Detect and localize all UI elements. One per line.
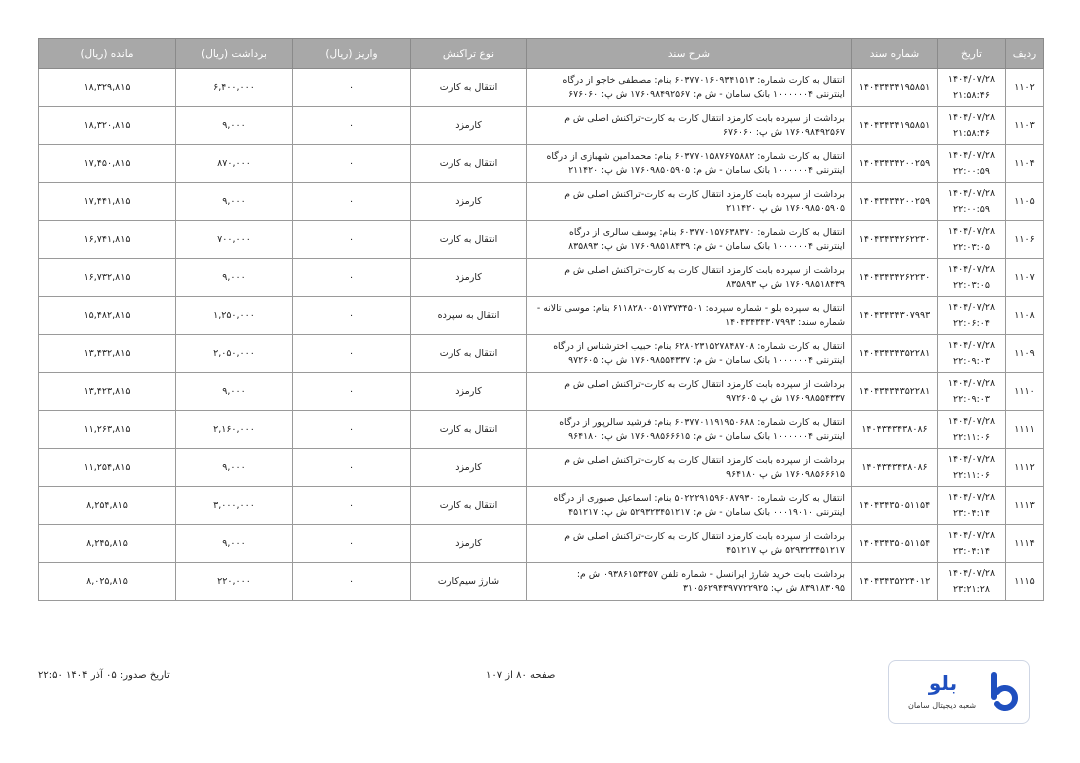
row-deposit: ۰ [293, 145, 411, 183]
row-date-time: ۲۱:۵۸:۴۶ [952, 127, 991, 139]
row-description-line1: برداشت از سپرده بابت کارمزد انتقال کارت به کارت-تراکنش اصلی ش م [564, 530, 845, 542]
table-row [39, 373, 1044, 411]
row-deposit: ۰ [293, 297, 411, 335]
table-row [39, 145, 1044, 183]
row-transaction-type: کارمزد [411, 525, 527, 563]
row-withdrawal: ۹,۰۰۰ [176, 183, 293, 221]
row-number: ۱۱۰۷ [1006, 259, 1044, 297]
row-description-line2: اینترنتی ۰۰۰۱۹۰۱۰ بانک سامان - ش م: ۵۲۹۳۲۳۴۵۱۲۱۷ ش پ: ۴۵۱۲۱۷ [568, 506, 845, 518]
header-withdrawal: برداشت (ریال) [176, 39, 293, 69]
row-date-time: ۲۲:۰۰:۵۹ [952, 203, 991, 215]
row-transaction-type: انتقال به کارت [411, 487, 527, 525]
row-date-day: ۱۴۰۴/۰۷/۲۸ [947, 263, 996, 275]
row-description-line1: برداشت از سپرده بابت کارمزد انتقال کارت به کارت-تراکنش اصلی ش م [564, 264, 845, 276]
row-date-day: ۱۴۰۴/۰۷/۲۸ [947, 567, 996, 579]
header-deposit: واریز (ریال) [293, 39, 411, 69]
row-transaction-type: انتقال به سپرده [411, 297, 527, 335]
row-date-time: ۲۲:۱۱:۰۶ [952, 469, 991, 481]
row-balance: ۱۵,۴۸۲,۸۱۵ [39, 297, 176, 335]
row-number: ۱۱۰۲ [1006, 69, 1044, 107]
row-deposit: ۰ [293, 107, 411, 145]
row-description-line1: انتقال به کارت شماره: ۵۰۲۲۲۹۱۵۹۶۰۸۷۹۳۰ بنام: اسماعیل صبوری از درگاه [553, 492, 845, 504]
row-date [938, 297, 1006, 335]
row-date-time: ۲۲:۰۳:۰۵ [952, 279, 991, 291]
row-date [938, 487, 1006, 525]
row-date [938, 373, 1006, 411]
row-withdrawal: ۹,۰۰۰ [176, 525, 293, 563]
table-row [39, 297, 1044, 335]
row-date-day: ۱۴۰۴/۰۷/۲۸ [947, 453, 996, 465]
table-row [39, 335, 1044, 373]
row-description-line2: اینترنتی ۱۰۰۰۰۰۰۴ بانک سامان - ش م: ۱۷۶۰۹۸۵۰۵۹۰۵ ش پ: ۲۱۱۴۲۰ [568, 164, 845, 176]
row-deposit: ۰ [293, 449, 411, 487]
table-row [39, 259, 1044, 297]
row-description [527, 145, 852, 183]
row-description-line2: اینترنتی ۱۰۰۰۰۰۰۴ بانک سامان - ش م: ۱۷۶۰۹۸۵۶۶۶۱۵ ش پ: ۹۶۴۱۸۰ [568, 430, 845, 442]
row-description [527, 411, 852, 449]
row-description [527, 107, 852, 145]
row-transaction-type: انتقال به کارت [411, 411, 527, 449]
row-description-line1: انتقال به کارت شماره: ۶۰۳۷۷۰۱۱۹۱۹۵۰۶۸۸ بنام: فرشید سالرپور از درگاه [559, 416, 845, 428]
blu-logo-icon [987, 670, 1021, 714]
row-doc-number: ۱۴۰۴۳۴۳۴۲۰۰۲۵۹ [852, 145, 938, 183]
row-description [527, 449, 852, 487]
row-number: ۱۱۱۵ [1006, 563, 1044, 601]
row-doc-number: ۱۴۰۴۳۴۳۴۳۰۷۹۹۳ [852, 297, 938, 335]
row-date-time: ۲۳:۲۱:۲۸ [952, 583, 991, 595]
table-row [39, 69, 1044, 107]
row-doc-number: ۱۴۰۴۳۴۳۴۲۶۲۲۳۰ [852, 259, 938, 297]
row-description-line1: انتقال به کارت شماره: ۶۲۸۰۲۳۱۵۲۷۸۴۸۷۰۸ بنام: حبیب اخترشناس از درگاه [553, 340, 845, 352]
row-balance: ۱۱,۲۶۳,۸۱۵ [39, 411, 176, 449]
row-description [527, 335, 852, 373]
row-date-day: ۱۴۰۴/۰۷/۲۸ [947, 377, 996, 389]
row-balance: ۱۷,۴۵۰,۸۱۵ [39, 145, 176, 183]
row-withdrawal: ۲,۰۵۰,۰۰۰ [176, 335, 293, 373]
row-number: ۱۱۱۳ [1006, 487, 1044, 525]
row-date [938, 563, 1006, 601]
header-date: تاریخ [938, 39, 1006, 69]
row-date [938, 107, 1006, 145]
row-description-line2: ۵۲۹۳۲۳۴۵۱۲۱۷ ش پ ۴۵۱۲۱۷ [726, 544, 845, 556]
row-date-time: ۲۳:۰۴:۱۴ [952, 545, 991, 557]
row-description-line2: اینترنتی ۱۰۰۰۰۰۰۴ بانک سامان - ش م: ۱۷۶۰۹۸۵۱۸۴۳۹ ش پ: ۸۳۵۸۹۳ [568, 240, 845, 252]
row-number: ۱۱۰۹ [1006, 335, 1044, 373]
row-description [527, 69, 852, 107]
logo-name: بلو [928, 671, 958, 695]
row-description-line2: ۱۷۶۰۹۸۴۹۲۵۶۷ ش پ: ۶۷۶۰۶۰ [723, 126, 845, 138]
row-number: ۱۱۰۵ [1006, 183, 1044, 221]
row-withdrawal: ۲,۱۶۰,۰۰۰ [176, 411, 293, 449]
page-number: صفحه ۸۰ از ۱۰۷ [486, 670, 556, 681]
row-deposit: ۰ [293, 335, 411, 373]
row-date [938, 221, 1006, 259]
row-withdrawal: ۸۷۰,۰۰۰ [176, 145, 293, 183]
row-date-time: ۲۲:۱۱:۰۶ [952, 431, 991, 443]
row-description-line2: ۱۷۶۰۹۸۵۶۶۶۱۵ ش پ ۹۶۴۱۸۰ [726, 468, 845, 480]
row-transaction-type: کارمزد [411, 107, 527, 145]
row-description-line2: ۸۳۹۱۸۳۰۹۵ ش پ: ۳۱۰۵۶۲۹۴۳۹۷۷۲۲۹۲۵ [683, 582, 845, 594]
header-row-number: ردیف [1006, 39, 1044, 69]
row-description-line1: انتقال به کارت شماره: ۶۰۳۷۷۰۱۵۷۶۳۸۳۷۰ بنام: یوسف سالری از درگاه [569, 226, 845, 238]
row-description-line2: ۱۷۶۰۹۸۵۰۵۹۰۵ ش پ ۲۱۱۴۲۰ [726, 202, 845, 214]
row-description-line1: برداشت از سپرده بابت کارمزد انتقال کارت به کارت-تراکنش اصلی ش م [564, 378, 845, 390]
row-doc-number: ۱۴۰۴۳۴۳۴۳۵۲۲۸۱ [852, 335, 938, 373]
row-description-line2: اینترنتی ۱۰۰۰۰۰۰۴ بانک سامان - ش م: ۱۷۶۰۹۸۵۵۴۳۳۷ ش پ: ۹۷۲۶۰۵ [568, 354, 845, 366]
row-description-line1: برداشت بابت خرید شارژ ایرانسل - شماره تلفن ۰۹۳۸۶۱۵۳۴۵۷ ش م: [576, 568, 845, 580]
row-deposit: ۰ [293, 411, 411, 449]
row-date-time: ۲۲:۰۹:۰۳ [952, 355, 991, 367]
row-doc-number: ۱۴۰۴۳۴۳۴۲۶۲۲۳۰ [852, 221, 938, 259]
row-number: ۱۱۱۱ [1006, 411, 1044, 449]
table-row [39, 487, 1044, 525]
row-withdrawal: ۹,۰۰۰ [176, 449, 293, 487]
header-balance: مانده (ریال) [39, 39, 176, 69]
row-balance: ۸,۲۵۴,۸۱۵ [39, 487, 176, 525]
row-description-line2: ۱۷۶۰۹۸۵۵۴۳۳۷ ش پ ۹۷۲۶۰۵ [726, 392, 845, 404]
row-doc-number: ۱۴۰۴۳۴۳۵۰۵۱۱۵۴ [852, 487, 938, 525]
row-balance: ۱۷,۴۴۱,۸۱۵ [39, 183, 176, 221]
row-deposit: ۰ [293, 69, 411, 107]
row-transaction-type: کارمزد [411, 373, 527, 411]
row-date-time: ۲۲:۰۳:۰۵ [952, 241, 991, 253]
row-date-day: ۱۴۰۴/۰۷/۲۸ [947, 225, 996, 237]
row-description [527, 373, 852, 411]
row-transaction-type: کارمزد [411, 259, 527, 297]
row-description-line1: برداشت از سپرده بابت کارمزد انتقال کارت به کارت-تراکنش اصلی ش م [564, 188, 845, 200]
table-row [39, 563, 1044, 601]
row-number: ۱۱۱۴ [1006, 525, 1044, 563]
row-transaction-type: شارژ سیم‌کارت [411, 563, 527, 601]
table-header-row [39, 39, 1044, 69]
transactions-table [38, 38, 1044, 601]
row-date-time: ۲۲:۰۰:۵۹ [952, 165, 991, 177]
row-date [938, 259, 1006, 297]
row-withdrawal: ۹,۰۰۰ [176, 373, 293, 411]
row-date-day: ۱۴۰۴/۰۷/۲۸ [947, 301, 996, 313]
row-doc-number: ۱۴۰۴۳۴۳۴۱۹۵۸۵۱ [852, 107, 938, 145]
table-row [39, 411, 1044, 449]
row-description-line2: ۱۷۶۰۹۸۵۱۸۴۳۹ ش پ ۸۳۵۸۹۳ [726, 278, 845, 290]
row-number: ۱۱۱۲ [1006, 449, 1044, 487]
row-withdrawal: ۱,۲۵۰,۰۰۰ [176, 297, 293, 335]
row-description-line1: انتقال به کارت شماره: ۶۰۳۷۷۰۱۵۸۷۶۷۵۸۸۲ بنام: محمدامین شهبازی از درگاه [546, 150, 845, 162]
row-doc-number: ۱۴۰۴۳۴۳۵۰۵۱۱۵۴ [852, 525, 938, 563]
row-transaction-type: کارمزد [411, 449, 527, 487]
row-date-day: ۱۴۰۴/۰۷/۲۸ [947, 111, 996, 123]
row-balance: ۱۸,۳۲۰,۸۱۵ [39, 107, 176, 145]
row-doc-number: ۱۴۰۴۳۴۳۴۱۹۵۸۵۱ [852, 69, 938, 107]
row-doc-number: ۱۴۰۴۳۴۳۴۳۵۲۲۸۱ [852, 373, 938, 411]
row-transaction-type: انتقال به کارت [411, 145, 527, 183]
header-description: شرح سند [527, 39, 852, 69]
row-deposit: ۰ [293, 183, 411, 221]
row-number: ۱۱۱۰ [1006, 373, 1044, 411]
row-date-day: ۱۴۰۴/۰۷/۲۸ [947, 339, 996, 351]
row-balance: ۱۱,۲۵۴,۸۱۵ [39, 449, 176, 487]
row-description-line1: برداشت از سپرده بابت کارمزد انتقال کارت به کارت-تراکنش اصلی ش م [564, 112, 845, 124]
row-description-line1: انتقال به کارت شماره: ۶۰۳۷۷۰۱۶۰۹۳۴۱۵۱۳ بنام: مصطفی خاجو از درگاه [562, 74, 845, 86]
row-description-line1: انتقال به سپرده بلو - شماره سپرده: ۶۱۱۸۲۸۰۰۵۱۷۳۷۳۴۵۰۱ بنام: موسی تالانه - [536, 302, 845, 314]
row-date-day: ۱۴۰۴/۰۷/۲۸ [947, 491, 996, 503]
row-deposit: ۰ [293, 259, 411, 297]
row-description-line2: شماره سند: ۱۴۰۴۳۴۳۴۳۰۷۹۹۳ [725, 316, 845, 328]
table-row [39, 183, 1044, 221]
row-deposit: ۰ [293, 487, 411, 525]
row-description [527, 259, 852, 297]
row-doc-number: ۱۴۰۴۳۴۳۴۲۰۰۲۵۹ [852, 183, 938, 221]
row-withdrawal: ۲۲۰,۰۰۰ [176, 563, 293, 601]
row-description [527, 487, 852, 525]
row-description [527, 563, 852, 601]
row-number: ۱۱۰۸ [1006, 297, 1044, 335]
row-balance: ۱۶,۷۴۱,۸۱۵ [39, 221, 176, 259]
row-date-day: ۱۴۰۴/۰۷/۲۸ [947, 149, 996, 161]
row-balance: ۱۸,۳۲۹,۸۱۵ [39, 69, 176, 107]
row-date [938, 449, 1006, 487]
row-description [527, 525, 852, 563]
table-row [39, 525, 1044, 563]
row-date [938, 145, 1006, 183]
row-withdrawal: ۷۰۰,۰۰۰ [176, 221, 293, 259]
row-date-time: ۲۳:۰۴:۱۴ [952, 507, 991, 519]
row-withdrawal: ۳,۰۰۰,۰۰۰ [176, 487, 293, 525]
header-doc-number: شماره سند [852, 39, 938, 69]
row-transaction-type: کارمزد [411, 183, 527, 221]
row-doc-number: ۱۴۰۴۳۴۳۴۳۸۰۸۶ [852, 449, 938, 487]
row-date-time: ۲۲:۰۹:۰۳ [952, 393, 991, 405]
row-transaction-type: انتقال به کارت [411, 335, 527, 373]
row-date-day: ۱۴۰۴/۰۷/۲۸ [947, 187, 996, 199]
table-row [39, 221, 1044, 259]
table-row [39, 449, 1044, 487]
row-number: ۱۱۰۴ [1006, 145, 1044, 183]
row-description [527, 183, 852, 221]
row-transaction-type: انتقال به کارت [411, 221, 527, 259]
bank-logo [888, 660, 1030, 724]
row-doc-number: ۱۴۰۴۳۴۳۴۳۸۰۸۶ [852, 411, 938, 449]
row-date-day: ۱۴۰۴/۰۷/۲۸ [947, 415, 996, 427]
table-row [39, 107, 1044, 145]
row-balance: ۸,۰۲۵,۸۱۵ [39, 563, 176, 601]
row-date [938, 335, 1006, 373]
row-number: ۱۱۰۶ [1006, 221, 1044, 259]
row-balance: ۱۶,۷۳۲,۸۱۵ [39, 259, 176, 297]
row-deposit: ۰ [293, 373, 411, 411]
row-date-time: ۲۱:۵۸:۴۶ [952, 89, 991, 101]
row-date-time: ۲۲:۰۶:۰۴ [952, 317, 991, 329]
row-date [938, 69, 1006, 107]
row-withdrawal: ۶,۴۰۰,۰۰۰ [176, 69, 293, 107]
row-doc-number: ۱۴۰۴۳۴۳۵۲۲۴۰۱۲ [852, 563, 938, 601]
issue-date: تاریخ صدور: ۰۵ آذر ۱۴۰۴ ۲۲:۵۰ [38, 670, 170, 681]
row-date [938, 183, 1006, 221]
row-balance: ۱۳,۴۳۲,۸۱۵ [39, 335, 176, 373]
row-deposit: ۰ [293, 525, 411, 563]
row-deposit: ۰ [293, 563, 411, 601]
row-date [938, 525, 1006, 563]
row-description [527, 221, 852, 259]
logo-subtitle: شعبه دیجیتال سامان [907, 701, 977, 710]
row-balance: ۸,۲۴۵,۸۱۵ [39, 525, 176, 563]
row-withdrawal: ۹,۰۰۰ [176, 107, 293, 145]
row-description-line1: برداشت از سپرده بابت کارمزد انتقال کارت به کارت-تراکنش اصلی ش م [564, 454, 845, 466]
row-date-day: ۱۴۰۴/۰۷/۲۸ [947, 73, 996, 85]
row-description-line2: اینترنتی ۱۰۰۰۰۰۰۴ بانک سامان - ش م: ۱۷۶۰۹۸۴۹۲۵۶۷ ش پ: ۶۷۶۰۶۰ [568, 88, 845, 100]
row-description [527, 297, 852, 335]
row-date [938, 411, 1006, 449]
row-date-day: ۱۴۰۴/۰۷/۲۸ [947, 529, 996, 541]
row-transaction-type: انتقال به کارت [411, 69, 527, 107]
row-balance: ۱۳,۴۲۳,۸۱۵ [39, 373, 176, 411]
row-number: ۱۱۰۳ [1006, 107, 1044, 145]
header-transaction-type: نوع تراکنش [411, 39, 527, 69]
row-deposit: ۰ [293, 221, 411, 259]
row-withdrawal: ۹,۰۰۰ [176, 259, 293, 297]
